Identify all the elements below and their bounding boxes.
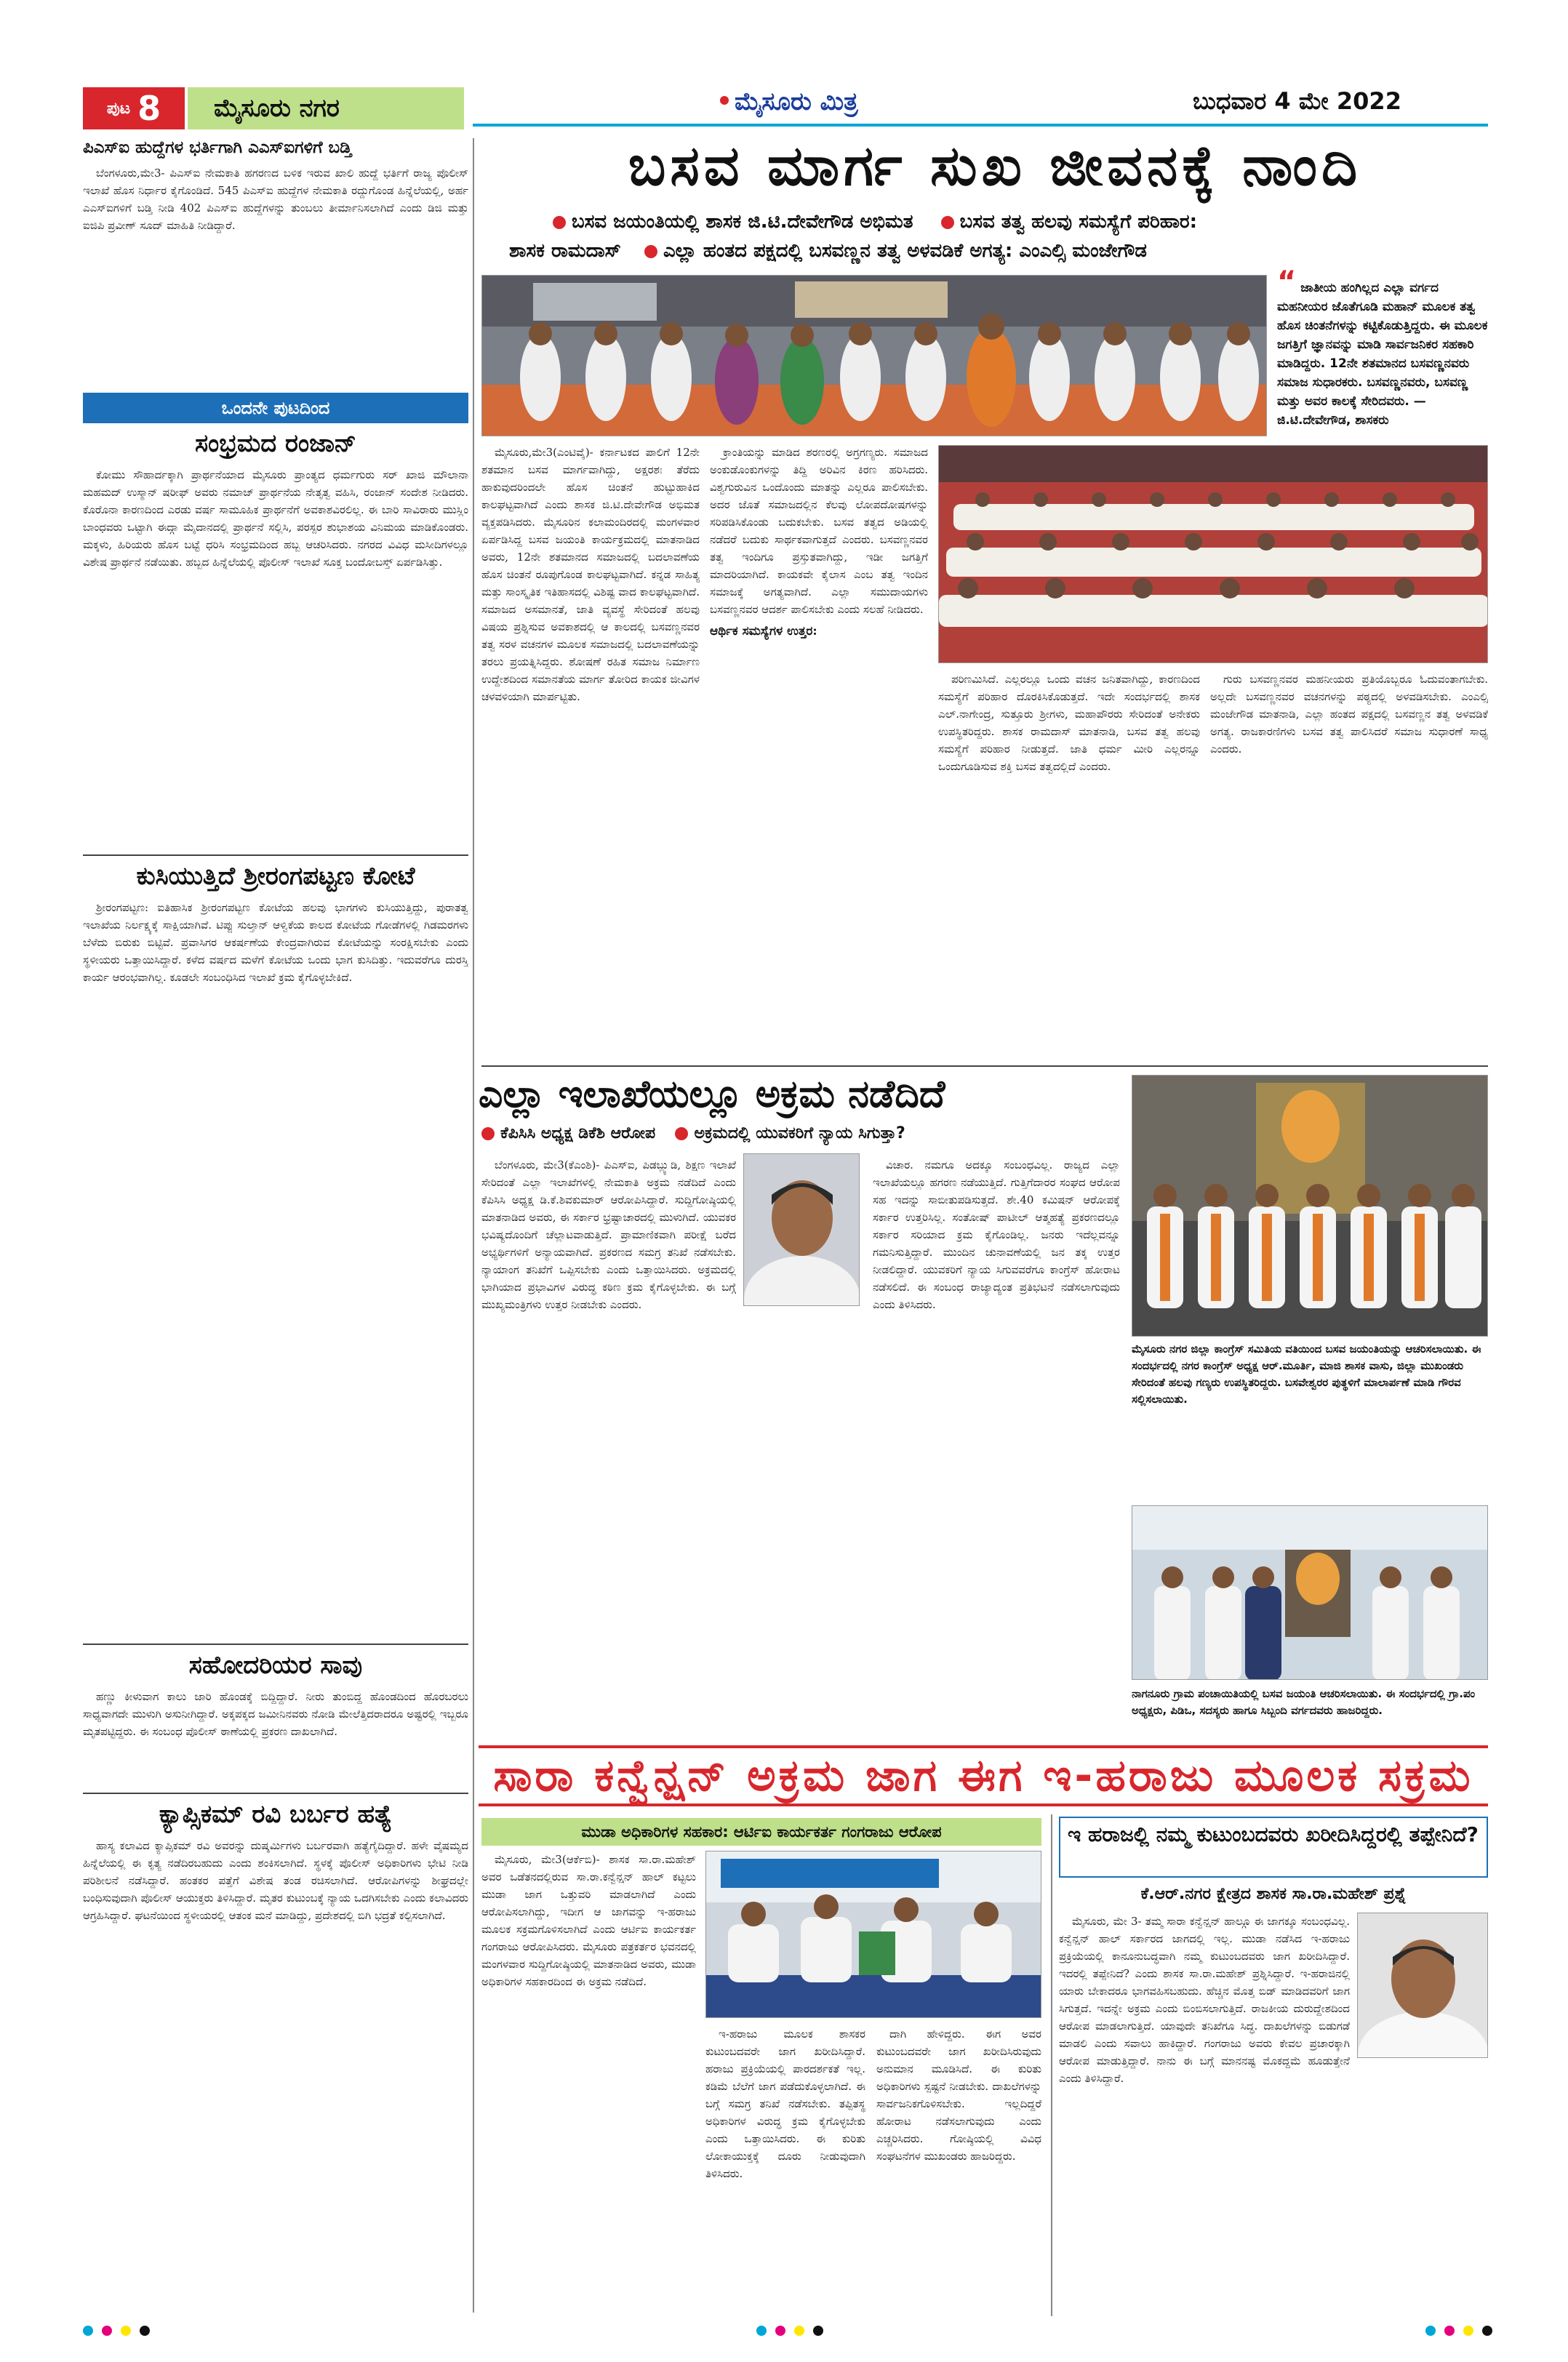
story-sisters-headline: ಸಹೋದರಿಯರ ಸಾವು [188,1651,363,1680]
congress-basava-photo [1132,1075,1488,1337]
sara-response-headline: ಇ ಹರಾಜಲ್ಲಿ ನಮ್ಮ ಕುಟುಂಬದವರು ಖರೀದಿಸಿದ್ದರಲ್ಲಿ ತಪ್ಪೇನಿದೆ? [1068,1822,1479,1846]
continued-banner: ಒಂದನೇ ಪುಟದಿಂದ [83,393,468,423]
bullet-icon [481,1127,495,1140]
pull-quote: “ ಜಾತೀಯ ಹಂಗಿಲ್ಲದ ಎಲ್ಲಾ ವರ್ಗದ ಮಹನೀಯರ ಜೊತೆಗೂಡಿ ಮಹಾನ್ ಮೂಲಕ ತತ್ವ ಹೊಸ ಚಿಂತನೆಗಳನ್ನು ಕಟ್ಟಿಕೊಡುತ್ತಿದ್ದರು. ಈ ಮೂಲಕ ಜಗತ್ತಿಗೆ ಜ್ಞಾನವನ್ನು ಮಾಡಿ ಸಾರ್ವಜನಿಕರ ಸಹಕಾರಿ ಮಾಡಿದ್ದರು. 12ನೇ ಶತಮಾನದ ಬಸವಣ್ಣನವರು ಸಮಾಜ ಸುಧಾರಕರು. ಬಸವಣ್ಣನವರು, ಬಸವಣ್ಣ ಮತ್ತು ಅವರ ಕಾಲಕ್ಕೆ ಸೇರಿದವರು. — ಜಿ.ಟಿ.ದೇವೇಗೌಡ, ಶಾಸಕರು [1277,265,1488,428]
press-meet-photo [705,1851,1041,2018]
column-divider [473,138,474,2313]
story-murder-body: ಹಾಸ್ಯ ಕಲಾವಿದ ಕ್ಯಾಪ್ಸಿಕಮ್ ರವಿ ಅವರನ್ನು ದುಷ್ಕರ್ಮಿಗಳು ಬರ್ಬರವಾಗಿ ಹತ್ಯೆಗೈದಿದ್ದಾರೆ. ಹಳೇ ವೈಷಮ್ಯದ ಹಿನ್ನೆಲೆಯಲ್ಲಿ ಈ ಕೃತ್ಯ ನಡೆದಿರಬಹುದು ಎಂದು ಶಂಕಿಸಲಾಗಿದೆ. ಸ್ಥಳಕ್ಕೆ ಪೊಲೀಸ್ ಅಧಿಕಾರಿಗಳು ಭೇಟಿ ನೀಡಿ ಪರಿಶೀಲನೆ ನಡೆಸಿದ್ದಾರೆ. ಹಂತಕರ ಪತ್ತೆಗೆ ವಿಶೇಷ ತಂಡ ರಚಿಸಲಾಗಿದೆ. ಆರೋಪಿಗಳನ್ನು ಶೀಘ್ರದಲ್ಲೇ ಬಂಧಿಸುವುದಾಗಿ ಪೊಲೀಸ್ ಆಯುಕ್ತರು ತಿಳಿಸಿದ್ದಾರೆ. ಮೃತರ ಕುಟುಂಬಕ್ಕೆ ನ್ಯಾಯ ಒದಗಿಸಬೇಕು ಎಂದು ಕಲಾವಿದರು ಆಗ್ರಹಿಸಿದ್ದಾರೆ. ಘಟನೆಯಿಂದ ಸ್ಥಳೀಯರಲ್ಲಿ ಆತಂಕ ಮನೆ ಮಾಡಿದ್ದು, ಪ್ರದೇಶದಲ್ಲಿ ಬಿಗಿ ಭದ್ರತೆ ಕಲ್ಪಿಸಲಾಗಿದೆ. [83,1838,468,1922]
registration-marks-left [83,2326,150,2336]
sara-col1: ಮೈಸೂರು, ಮೇ3(ಆರ್ಕೆಬಿ)- ಶಾಸಕ ಸಾ.ರಾ.ಮಹೇಶ್ ಅವರ ಒಡೆತನದಲ್ಲಿರುವ ಸಾ.ರಾ.ಕನ್ವೆನ್ಷನ್ ಹಾಲ್ ಕಟ್ಟಲು ಮುಡಾ ಜಾಗ ಒತ್ತುವರಿ ಮಾಡಲಾಗಿದೆ ಎಂದು ಆರೋಪಿಸಲಾಗಿದ್ದು, ಇದೀಗ ಆ ಜಾಗವನ್ನು ಇ-ಹರಾಜು ಮೂಲಕ ಸಕ್ರಮಗೊಳಿಸಲಾಗಿದೆ ಎಂದು ಆರ್ಟಿಐ ಕಾರ್ಯಕರ್ತ ಗಂಗರಾಜು ಆರೋಪಿಸಿದರು. ಮೈಸೂರು ಪತ್ರಕರ್ತರ ಭವನದಲ್ಲಿ ಮಂಗಳವಾರ ಸುದ್ದಿಗೋಷ್ಠಿಯಲ್ಲಿ ಮಾತನಾಡಿದ ಅವರು, ಮುಡಾ ಅಧಿಕಾರಿಗಳ ಸಹಕಾರದಿಂದ ಈ ಅಕ್ರಮ ನಡೆದಿದೆ. [481,1853,696,1988]
story-sisters [83,1651,468,1789]
page-number: 8 [137,89,161,128]
page-label: ಪುಟ [106,99,131,118]
bullet-icon [553,216,566,229]
brand-dot-icon [720,96,729,105]
story-fort-body: ಶ್ರೀರಂಗಪಟ್ಟಣ: ಐತಿಹಾಸಿಕ ಶ್ರೀರಂಗಪಟ್ಟಣ ಕೋಟೆಯ ಹಲವು ಭಾಗಗಳು ಕುಸಿಯುತ್ತಿದ್ದು, ಪುರಾತತ್ವ ಇಲಾಖೆಯ ನಿರ್ಲಕ್ಷ್ಯಕ್ಕೆ ಸಾಕ್ಷಿಯಾಗಿವೆ. ಟಿಪ್ಪು ಸುಲ್ತಾನ್ ಆಳ್ವಿಕೆಯ ಕಾಲದ ಕೋಟೆಯ ಗೋಡೆಗಳಲ್ಲಿ ಗಿಡಮರಗಳು ಬೆಳೆದು ಬಿರುಕು ಬಿಟ್ಟಿವೆ. ಪ್ರವಾಸಿಗರ ಆಕರ್ಷಣೆಯ ಕೇಂದ್ರವಾಗಿರುವ ಕೋಟೆಯನ್ನು ಸಂರಕ್ಷಿಸಬೇಕು ಎಂದು ಸ್ಥಳೀಯರು ಒತ್ತಾಯಿಸಿದ್ದಾರೆ. ಕಳೆದ ವರ್ಷದ ಮಳೆಗೆ ಕೋಟೆಯ ಒಂದು ಭಾಗ ಕುಸಿದಿತ್ತು. ಇದುವರೆಗೂ ದುರಸ್ತಿ ಕಾರ್ಯ ಆರಂಭವಾಗಿಲ್ಲ. ಕೂಡಲೇ ಸಂಬಂಧಿಸಿದ ಇಲಾಖೆ ಕ್ರಮ ಕೈಗೊಳ್ಳಬೇಕಿದೆ. [83,900,468,984]
bullet-icon [675,1127,688,1140]
mudaa-kicker-text: ಮುಡಾ ಅಧಿಕಾರಿಗಳ ಸಹಕಾರ: ಆರ್ಟಿಐ ಕಾರ್ಯಕರ್ತ ಗಂಗರಾಜು ಆರೋಪ [581,1822,942,1841]
audience-photo [938,445,1488,663]
story-psi-promotion [83,138,468,385]
story-murder [83,1800,468,2316]
sara-headline: ಸಾರಾ ಕನ್ವೆನ್ಷನ್ ಅಕ್ರಮ ಜಾಗ ಈಗ ಇ-ಹರಾಜು ಮೂಲಕ ಸಕ್ರಮ [479,1745,1488,1806]
story-ramzan-headline: ಸಂಭ್ರಮದ ರಂಜಾನ್ [195,429,356,458]
sara-response-headline-box [1059,1817,1488,1878]
corruption-col1: ಬೆಂಗಳೂರು, ಮೇ3(ಕೆಎಂಶಿ)- ಪಿಎಸ್ಐ, ಪಿಡಬ್ಲ್ಯುಡಿ, ಶಿಕ್ಷಣ ಇಲಾಖೆ ಸೇರಿದಂತೆ ಎಲ್ಲಾ ಇಲಾಖೆಗಳಲ್ಲಿ ನೇಮಕಾತಿ ಅಕ್ರಮ ನಡೆದಿದೆ ಎಂದು ಕೆಪಿಸಿಸಿ ಅಧ್ಯಕ್ಷ ಡಿ.ಕೆ.ಶಿವಕುಮಾರ್ ಆರೋಪಿಸಿದ್ದಾರೆ. ಸುದ್ದಿಗೋಷ್ಠಿಯಲ್ಲಿ ಮಾತನಾಡಿದ ಅವರು, ಈ ಸರ್ಕಾರ ಭ್ರಷ್ಟಾಚಾರದಲ್ಲಿ ಮುಳುಗಿದೆ. ಯುವಕರ ಭವಿಷ್ಯದೊಂದಿಗೆ ಚೆಲ್ಲಾಟವಾಡುತ್ತಿದೆ. ಪ್ರಾಮಾಣಿಕವಾಗಿ ಪರೀಕ್ಷೆ ಬರೆದ ಅಭ್ಯರ್ಥಿಗಳಿಗೆ ಅನ್ಯಾಯವಾಗಿದೆ. ಪ್ರಕರಣದ ಸಮಗ್ರ ತನಿಖೆ ನಡೆಸಬೇಕು. ನ್ಯಾಯಾಂಗ ತನಿಖೆಗೆ ಒಪ್ಪಿಸಬೇಕು ಎಂದು ಒತ್ತಾಯಿಸಿದರು. ಅಕ್ರಮದಲ್ಲಿ ಭಾಗಿಯಾದ ಪ್ರಭಾವಿಗಳ ವಿರುದ್ಧ ಕಠಿಣ ಕ್ರಮ ಕೈಗೊಳ್ಳಬೇಕು. ಈ ಬಗ್ಗೆ ಮುಖ್ಯಮಂತ್ರಿಗಳು ಉತ್ತರ ನೀಡಬೇಕು ಎಂದರು. [481,1158,736,1311]
main-story-col2: ಕ್ರಾಂತಿಯನ್ನು ಮಾಡಿದ ಶರಣರಲ್ಲಿ ಅಗ್ರಗಣ್ಯರು. ಸಮಾಜದ ಅಂಕುಡೊಂಕುಗಳನ್ನು ತಿದ್ದಿ ಅರಿವಿನ ಕಿರಣ ಹರಿಸಿದರು. ವಿಶ್ವಗುರುವಿನ ಒಂದೊಂದು ಮಾತನ್ನು ಎಲ್ಲರೂ ಪಾಲಿಸಬೇಕು. ಅದರ ಜೊತೆ ಸಮಾಜದಲ್ಲಿನ ಕೆಲವು ಲೋಪದೋಷಗಳನ್ನು ಸರಿಪಡಿಸಿಕೊಂಡು ಬದುಕಬೇಕು. ಬಸವ ತತ್ವದ ಅಡಿಯಲ್ಲಿ ನಡೆದರೆ ಬದುಕು ಸಾರ್ಥಕವಾಗುತ್ತದೆ ಎಂದರು. ಬಸವಣ್ಣನವರ ತತ್ವ ಇಂದಿಗೂ ಪ್ರಸ್ತುತವಾಗಿದ್ದು, ಇಡೀ ಜಗತ್ತಿಗೆ ಮಾದರಿಯಾಗಿದೆ. ಕಾಯಕವೇ ಕೈಲಾಸ ಎಂಬ ತತ್ವ ಇಂದಿನ ಸಮಾಜಕ್ಕೆ ಅಗತ್ಯವಾಗಿದೆ. ಎಲ್ಲಾ ಸಮುದಾಯಗಳು ಬಸವಣ್ಣನವರ ಆದರ್ಶ ಪಾಲಿಸಬೇಕು ಎಂದು ಸಲಹೆ ನೀಡಿದರು. ಆರ್ಥಿಕ ಸಮಸ್ಯೆಗಳ ಉತ್ತರ: [710,446,928,638]
sara-response-sub: ಕೆ.ಆರ್.ನಗರ ಕ್ಷೇತ್ರದ ಶಾಸಕ ಸಾ.ರಾ.ಮಹೇಶ್ ಪ್ರಶ್ನೆ [1140,1885,1407,1903]
main-story-inline-subhead: ಆರ್ಥಿಕ ಸಮಸ್ಯೆಗಳ ಉತ್ತರ: [710,624,817,638]
sara-response-body: ಮೈಸೂರು, ಮೇ 3- ತಮ್ಮ ಸಾರಾ ಕನ್ವೆನ್ಷನ್ ಹಾಲ್ಗೂ ಈ ಜಾಗಕ್ಕೂ ಸಂಬಂಧವಿಲ್ಲ. ಕನ್ವೆನ್ಷನ್ ಹಾಲ್ ಸರ್ಕಾರದ ಜಾಗದಲ್ಲಿ ಇಲ್ಲ. ಮುಡಾ ನಡೆಸಿದ ಇ-ಹರಾಜು ಪ್ರಕ್ರಿಯೆಯಲ್ಲಿ ಕಾನೂನುಬದ್ಧವಾಗಿ ನಮ್ಮ ಕುಟುಂಬದವರು ಜಾಗ ಖರೀದಿಸಿದ್ದಾರೆ. ಇದರಲ್ಲಿ ತಪ್ಪೇನಿದೆ? ಎಂದು ಶಾಸಕ ಸಾ.ರಾ.ಮಹೇಶ್ ಪ್ರಶ್ನಿಸಿದ್ದಾರೆ. ಇ-ಹರಾಜಿನಲ್ಲಿ ಯಾರು ಬೇಕಾದರೂ ಭಾಗವಹಿಸಬಹುದು. ಹೆಚ್ಚಿನ ಮೊತ್ತ ಬಿಡ್ ಮಾಡಿದವರಿಗೆ ಜಾಗ ಸಿಗುತ್ತದೆ. ಇದನ್ನೇ ಅಕ್ರಮ ಎಂದು ಬಿಂಬಿಸಲಾಗುತ್ತಿದೆ. ರಾಜಕೀಯ ದುರುದ್ದೇಶದಿಂದ ಆರೋಪ ಮಾಡಲಾಗುತ್ತಿದೆ. ಯಾವುದೇ ತನಿಖೆಗೂ ಸಿದ್ಧ. ದಾಖಲೆಗಳನ್ನು ಬಿಡುಗಡೆ ಮಾಡಲಿ ಎಂದು ಸವಾಲು ಹಾಕಿದ್ದಾರೆ. ಗಂಗರಾಜು ಅವರು ಕೇವಲ ಪ್ರಚಾರಕ್ಕಾಗಿ ಆರೋಪ ಮಾಡುತ್ತಿದ್ದಾರೆ. ನಾನು ಈ ಬಗ್ಗೆ ಮಾನನಷ್ಟ ಮೊಕದ್ದಮೆ ಹೂಡುತ್ತೇನೆ ಎಂದು ತಿಳಿಸಿದ್ದಾರೆ. [1059,1915,1350,2085]
story-ramzan [83,429,468,851]
masthead-rule [473,124,1488,127]
corruption-subheads: ಕೆಪಿಸಿಸಿ ಅಧ್ಯಕ್ಷ ಡಿಕೆಶಿ ಆರೋಪ ಅಕ್ರಮದಲ್ಲಿ ಯುವಕರಿಗೆ ನ್ಯಾಯ ಸಿಗುತ್ತಾ? [481,1124,1121,1142]
sara-col3: ದಾಗಿ ಹೇಳಿದ್ದರು. ಈಗ ಅವರ ಕುಟುಂಬದವರೇ ಜಾಗ ಖರೀದಿಸಿರುವುದು ಅನುಮಾನ ಮೂಡಿಸಿದೆ. ಈ ಕುರಿತು ಅಧಿಕಾರಿಗಳು ಸ್ಪಷ್ಟನೆ ನೀಡಬೇಕು. ದಾಖಲೆಗಳನ್ನು ಸಾರ್ವಜನಿಕಗೊಳಿಸಬೇಕು. ಇಲ್ಲದಿದ್ದರೆ ಹೋರಾಟ ನಡೆಸಲಾಗುವುದು ಎಂದು ಎಚ್ಚರಿಸಿದರು. ಗೋಷ್ಠಿಯಲ್ಲಿ ವಿವಿಧ ಸಂಘಟನೆಗಳ ಮುಖಂಡರು ಹಾಜರಿದ್ದರು. [876,2027,1041,2163]
divider [83,1793,468,1794]
nagnur-photo-caption: ನಾಗನೂರು ಗ್ರಾಮ ಪಂಚಾಯಿತಿಯಲ್ಲಿ ಬಸವ ಜಯಂತಿ ಆಚರಿಸಲಾಯಿತು. ಈ ಸಂದರ್ಭದಲ್ಲಿ ಗ್ರಾ.ಪಂ ಅಧ್ಯಕ್ಷರು, ಪಿಡಿಒ, ಸದಸ್ಯರು ಹಾಗೂ ಸಿಬ್ಬಂದಿ ವರ್ಗದವರು ಹಾಜರಿದ್ದರು. [1132,1687,1476,1717]
issue-date: ಬುಧವಾರ 4 ಮೇ 2022 [1193,87,1401,115]
mudaa-kicker-banner [481,1818,1041,1846]
quote-mark-icon: “ [1277,265,1297,299]
basava-jayanti-stage-photo [481,275,1267,436]
congress-photo-caption: ಮೈಸೂರು ನಗರ ಜಿಲ್ಲಾ ಕಾಂಗ್ರೆಸ್ ಸಮಿತಿಯ ವತಿಯಿಂದ ಬಸವ ಜಯಂತಿಯನ್ನು ಆಚರಿಸಲಾಯಿತು. ಈ ಸಂದರ್ಭದಲ್ಲಿ ನಗರ ಕಾಂಗ್ರೆಸ್ ಅಧ್ಯಕ್ಷ ಆರ್.ಮೂರ್ತಿ, ಮಾಜಿ ಶಾಸಕ ವಾಸು, ಜಿಲ್ಲಾ ಮುಖಂಡರು ಸೇರಿದಂತೆ ಹಲವು ಗಣ್ಯರು ಉಪಸ್ಥಿತರಿದ್ದರು. ಬಸವೇಶ್ವರರ ಪುತ್ಥಳಿಗೆ ಮಾಲಾರ್ಪಣೆ ಮಾಡಿ ಗೌರವ ಸಲ್ಲಿಸಲಾಯಿತು. [1132,1342,1481,1406]
nagnur-panchayat-photo [1132,1505,1488,1680]
sara-col2: ಇ-ಹರಾಜು ಮೂಲಕ ಶಾಸಕರ ಕುಟುಂಬದವರೇ ಜಾಗ ಖರೀದಿಸಿದ್ದಾರೆ. ಹರಾಜು ಪ್ರಕ್ರಿಯೆಯಲ್ಲಿ ಪಾರದರ್ಶಕತೆ ಇಲ್ಲ. ಕಡಿಮೆ ಬೆಲೆಗೆ ಜಾಗ ಪಡೆದುಕೊಳ್ಳಲಾಗಿದೆ. ಈ ಬಗ್ಗೆ ಸಮಗ್ರ ತನಿಖೆ ನಡೆಸಬೇಕು. ತಪ್ಪಿತಸ್ಥ ಅಧಿಕಾರಿಗಳ ವಿರುದ್ಧ ಕ್ರಮ ಕೈಗೊಳ್ಳಬೇಕು ಎಂದು ಒತ್ತಾಯಿಸಿದರು. ಈ ಕುರಿತು ಲೋಕಾಯುಕ್ತಕ್ಕೆ ದೂರು ನೀಡುವುದಾಗಿ ತಿಳಿಸಿದರು. [705,2027,865,2180]
bullet-icon [941,216,954,229]
page-number-badge [83,87,185,129]
column-divider [1051,1814,1052,2316]
section-title: ಮೈಸೂರು ನಗರ [188,87,464,129]
story-psi-body: ಬೆಂಗಳೂರು,ಮೇ3- ಪಿಎಸ್ಐ ನೇಮಕಾತಿ ಹಗರಣದ ಬಳಿಕ ಇರುವ ಖಾಲಿ ಹುದ್ದೆ ಭರ್ತಿಗೆ ರಾಜ್ಯ ಪೊಲೀಸ್ ಇಲಾಖೆ ಹೊಸ ನಿರ್ಧಾರ ಕೈಗೊಂಡಿದೆ. 545 ಪಿಎಸ್ಐ ಹುದ್ದೆಗಳ ನೇಮಕಾತಿ ರದ್ದುಗೊಂಡ ಹಿನ್ನೆಲೆಯಲ್ಲಿ, ಅರ್ಹ ಎಎಸ್ಐಗಳಿಗೆ ಬಡ್ತಿ ನೀಡಿ 402 ಪಿಎಸ್ಐ ಹುದ್ದೆಗಳನ್ನು ತುಂಬಲು ತೀರ್ಮಾನಿಸಲಾಗಿದೆ ಎಂದು ಡಿಜಿ ಮತ್ತು ಐಜಿಪಿ ಪ್ರವೀಣ್ ಸೂದ್ ಮಾಹಿತಿ ನೀಡಿದ್ದಾರೆ. [83,166,468,232]
main-subheads-row2: ಶಾಸಕ ರಾಮದಾಸ್ ಎಲ್ಲಾ ಹಂತದ ಪಕ್ಷದಲ್ಲಿ ಬಸವಣ್ಣನ ತತ್ವ ಅಳವಡಿಕೆ ಅಗತ್ಯ: ಎಂಎಲ್ಸಿ ಮಂಜೇಗೌಡ [509,240,1147,262]
story-fort [83,862,468,1414]
story-fort-headline: ಕುಸಿಯುತ್ತಿದೆ ಶ್ರೀರಂಗಪಟ್ಟಣ ಕೋಟೆ [136,862,415,891]
divider [83,854,468,856]
main-story-col3: ಪರಿಣಮಿಸಿದೆ. ಎಲ್ಲರಲ್ಲೂ ಒಂದು ವಚನ ಜನಿತವಾಗಿದ್ದು, ಕಾರಣದಿಂದ ಸಮಸ್ಯೆಗೆ ಪರಿಹಾರ ದೊರಕಿಸಿಕೊಡುತ್ತದೆ. ಇದೇ ಸಂದರ್ಭದಲ್ಲಿ ಶಾಸಕ ಎಲ್.ನಾಗೇಂದ್ರ, ಸುತ್ತೂರು ಶ್ರೀಗಳು, ಮಹಾಪೌರರು ಸೇರಿದಂತೆ ಅನೇಕರು ಉಪಸ್ಥಿತರಿದ್ದರು. ಶಾಸಕ ರಾಮದಾಸ್ ಮಾತನಾಡಿ, ಬಸವ ತತ್ವ ಹಲವು ಸಮಸ್ಯೆಗೆ ಪರಿಹಾರ ನೀಡುತ್ತದೆ. ಜಾತಿ ಧರ್ಮ ಮೀರಿ ಎಲ್ಲರನ್ನೂ ಒಂದುಗೂಡಿಸುವ ಶಕ್ತಿ ಬಸವ ತತ್ವದಲ್ಲಿದೆ ಎಂದರು. [938,673,1200,773]
corruption-col2: ವಿಚಾರ. ನಮಗೂ ಅದಕ್ಕೂ ಸಂಬಂಧವಿಲ್ಲ. ರಾಜ್ಯದ ಎಲ್ಲಾ ಇಲಾಖೆಯಲ್ಲೂ ಹಗರಣ ನಡೆಯುತ್ತಿದೆ. ಗುತ್ತಿಗೆದಾರರ ಸಂಘದ ಆರೋಪ ಸಹ ಇದನ್ನು ಸಾಬೀತುಪಡಿಸುತ್ತದೆ. ಶೇ.40 ಕಮಿಷನ್ ಆರೋಪಕ್ಕೆ ಸರ್ಕಾರ ಉತ್ತರಿಸಿಲ್ಲ. ಸಂತೋಷ್ ಪಾಟೀಲ್ ಆತ್ಮಹತ್ಯೆ ಪ್ರಕರಣದಲ್ಲೂ ಸರ್ಕಾರ ಸರಿಯಾದ ಕ್ರಮ ಕೈಗೊಂಡಿಲ್ಲ. ಜನರು ಇದೆಲ್ಲವನ್ನೂ ಗಮನಿಸುತ್ತಿದ್ದಾರೆ. ಮುಂದಿನ ಚುನಾವಣೆಯಲ್ಲಿ ಜನ ತಕ್ಕ ಉತ್ತರ ನೀಡಲಿದ್ದಾರೆ. ಯುವಕರಿಗೆ ನ್ಯಾಯ ಸಿಗುವವರೆಗೂ ಕಾಂಗ್ರೆಸ್ ಹೋರಾಟ ನಡೆಸಲಿದೆ. ಈ ಸಂಬಂಧ ರಾಜ್ಯಾದ್ಯಂತ ಪ್ರತಿಭಟನೆ ನಡೆಸಲಾಗುವುದು ಎಂದು ತಿಳಿಸಿದರು. [873,1158,1120,1311]
sara-mahesh-portrait [1357,1913,1488,2058]
main-subheads-row1: ಬಸವ ಜಯಂತಿಯಲ್ಲಿ ಶಾಸಕ ಜಿ.ಟಿ.ದೇವೇಗೌಡ ಅಭಿಮತ ಬಸವ ತತ್ವ ಹಲವು ಸಮಸ್ಯೆಗೆ ಪರಿಹಾರ: [553,211,1484,233]
registration-marks-center [756,2326,823,2336]
corruption-headline: ಎಲ್ಲಾ ಇಲಾಖೆಯಲ್ಲೂ ಅಕ್ರಮ ನಡೆದಿದೆ [479,1072,945,1116]
story-murder-headline: ಕ್ಯಾಪ್ಸಿಕಮ್ ರವಿ ಬರ್ಬರ ಹತ್ಯೆ [159,1800,393,1829]
dk-shivakumar-portrait [743,1153,860,1306]
registration-marks-right [1425,2326,1492,2336]
main-story-col1: ಮೈಸೂರು,ಮೇ3(ಎಂಟಿವೈ)- ಕರ್ನಾಟಕದ ಪಾಲಿಗೆ 12ನೇ ಶತಮಾನ ಬಸವ ಮಾರ್ಗವಾಗಿದ್ದು, ಅಕ್ಷರಶಃ ತೆರೆದು ಹಾಕುವುದರಿಂದಲೇ ಹೊಸ ಚಿಂತನೆ ಹುಟ್ಟುಹಾಕಿದ ಕಾಲಘಟ್ಟವಾಗಿದೆ ಎಂದು ಶಾಸಕ ಜಿ.ಟಿ.ದೇವೇಗೌಡ ಅಭಿಮತ ವ್ಯಕ್ತಪಡಿಸಿದರು. ಮೈಸೂರಿನ ಕಲಾಮಂದಿರದಲ್ಲಿ ಮಂಗಳವಾರ ಏರ್ಪಡಿಸಿದ್ದ ಬಸವ ಜಯಂತಿ ಕಾರ್ಯಕ್ರಮದಲ್ಲಿ ಮಾತನಾಡಿದ ಅವರು, 12ನೇ ಶತಮಾನದ ಸಮಾಜದಲ್ಲಿ ಬದಲಾವಣೆಯ ಹೊಸ ಚಿಂತನೆ ರೂಪುಗೊಂಡ ಕಾಲಘಟ್ಟವಾಗಿದೆ. ಕನ್ನಡ ಸಾಹಿತ್ಯ ಮತ್ತು ಸಾಂಸ್ಕೃತಿಕ ಇತಿಹಾಸದಲ್ಲಿ ವಿಶಿಷ್ಟ ವಾದ ಕಾಲಘಟ್ಟವಾಗಿದೆ. ಸಮಾಜದ ಅಸಮಾನತೆ, ಜಾತಿ ವ್ಯವಸ್ಥೆ ಸೇರಿದಂತೆ ಹಲವು ವಿಷಯ ಪ್ರಶ್ನಿಸುವ ಅವಕಾಶದಲ್ಲಿ ಆ ಕಾಲದಲ್ಲಿ ಬಸವಣ್ಣನವರ ತತ್ವ ಸರಳ ವಚನಗಳ ಮೂಲಕ ಸಮಾಜದಲ್ಲಿ ಬದಲಾವಣೆಯನ್ನು ತರಲು ಪ್ರಯತ್ನಿಸಿದ್ದರು. ಶೋಷಣೆ ರಹಿತ ಸಮಾಜ ನಿರ್ಮಾಣ ಉದ್ದೇಶದಿಂದ ಸಮಾನತೆಯ ಮಾರ್ಗ ತೋರಿದ ಕಾಯಕ ಜೀವಿಗಳ ಚಳವಳಿಯಾಗಿ ಮಾರ್ಪಟ್ಟಿತು. [481,446,700,703]
story-sisters-body: ಹಣ್ಣು ಕೀಳುವಾಗ ಕಾಲು ಜಾರಿ ಹೊಂಡಕ್ಕೆ ಬಿದ್ದಿದ್ದಾರೆ. ನೀರು ತುಂಬಿದ್ದ ಹೊಂಡದಿಂದ ಹೊರಬರಲು ಸಾಧ್ಯವಾಗದೇ ಮುಳುಗಿ ಅಸುನೀಗಿದ್ದಾರೆ. ಅಕ್ಕಪಕ್ಕದ ಜಮೀನಿನವರು ನೋಡಿ ಮೇಲೆತ್ತಿದರಾದರೂ ಅಷ್ಟರಲ್ಲಿ ಇಬ್ಬರೂ ಮೃತಪಟ್ಟಿದ್ದರು. ಈ ಸಂಬಂಧ ಪೊಲೀಸ್ ಠಾಣೆಯಲ್ಲಿ ಪ್ರಕರಣ ದಾಖಲಾಗಿದೆ. [83,1689,468,1738]
story-psi-headline: ಪಿಎಸ್ಐ ಹುದ್ದೆಗಳ ಭರ್ತಿಗಾಗಿ ಎಎಸ್ಐಗಳಿಗೆ ಬಡ್ತಿ [83,138,352,157]
divider [481,1065,1488,1067]
newspaper-brand: ಮೈಸೂರು ಮಿತ್ರ [735,87,858,116]
story-ramzan-body: ಕೋಮು ಸೌಹಾರ್ದಕ್ಕಾಗಿ ಪ್ರಾರ್ಥನೆಯಾದ ಮೈಸೂರು ಪ್ರಾಂತ್ಯದ ಧರ್ಮಗುರು ಸರ್ ಖಾಜಿ ಮೌಲಾನಾ ಮಹಮದ್ ಉಸ್ಮಾನ್ ಷರೀಫ್ ಅವರು ನಮಾಜ್ ಪ್ರಾರ್ಥನೆಯ ನೇತೃತ್ವ ವಹಿಸಿ, ರಂಜಾನ್ ಸಂದೇಶ ನೀಡಿದರು. ಕೊರೊನಾ ಕಾರಣದಿಂದ ಎರಡು ವರ್ಷ ಸಾಮೂಹಿಕ ಪ್ರಾರ್ಥನೆಗೆ ಅವಕಾಶವಿರಲಿಲ್ಲ. ಈ ಬಾರಿ ಸಾವಿರಾರು ಮುಸ್ಲಿಂ ಬಾಂಧವರು ಒಟ್ಟಾಗಿ ಈದ್ಗಾ ಮೈದಾನದಲ್ಲಿ ಪ್ರಾರ್ಥನೆ ಸಲ್ಲಿಸಿ, ಪರಸ್ಪರ ಶುಭಾಶಯ ವಿನಿಮಯ ಮಾಡಿಕೊಂಡರು. ಮಕ್ಕಳು, ಹಿರಿಯರು ಹೊಸ ಬಟ್ಟೆ ಧರಿಸಿ ಸಂಭ್ರಮದಿಂದ ಹಬ್ಬ ಆಚರಿಸಿದರು. ನಗರದ ವಿವಿಧ ಮಸೀದಿಗಳಲ್ಲೂ ವಿಶೇಷ ಪ್ರಾರ್ಥನೆ ನಡೆಯಿತು. ಹಬ್ಬದ ಹಿನ್ನೆಲೆಯಲ್ಲಿ ಪೊಲೀಸ್ ಇಲಾಖೆ ಸೂಕ್ತ ಬಂದೋಬಸ್ತ್ ಏರ್ಪಡಿಸಿತ್ತು. [83,468,468,569]
main-headline: ಬಸವ ಮಾರ್ಗ ಸುಖ ಜೀವನಕ್ಕೆ ನಾಂದಿ [628,132,1362,198]
divider [83,1644,468,1645]
main-story-col4: ಗುರು ಬಸವಣ್ಣನವರ ಮಹನೀಯರು ಪ್ರತಿಯೊಬ್ಬರೂ ಓದುವಂತಾಗಬೇಕು. ಅಲ್ಲದೇ ಬಸವಣ್ಣನವರ ವಚನಗಳನ್ನು ಪಠ್ಯದಲ್ಲಿ ಅಳವಡಿಸಬೇಕು. ಎಂಎಲ್ಸಿ ಮಂಜೇಗೌಡ ಮಾತನಾಡಿ, ಎಲ್ಲಾ ಹಂತದ ಪಕ್ಷದಲ್ಲಿ ಬಸವಣ್ಣನ ತತ್ವ ಅಳವಡಿಕೆ ಅಗತ್ಯ. ರಾಜಕಾರಣಿಗಳು ಬಸವ ತತ್ವ ಪಾಲಿಸಿದರೆ ಸಮಾಜ ಸುಧಾರಣೆ ಸಾಧ್ಯ ಎಂದರು. [1210,673,1488,756]
bullet-icon [644,245,657,258]
